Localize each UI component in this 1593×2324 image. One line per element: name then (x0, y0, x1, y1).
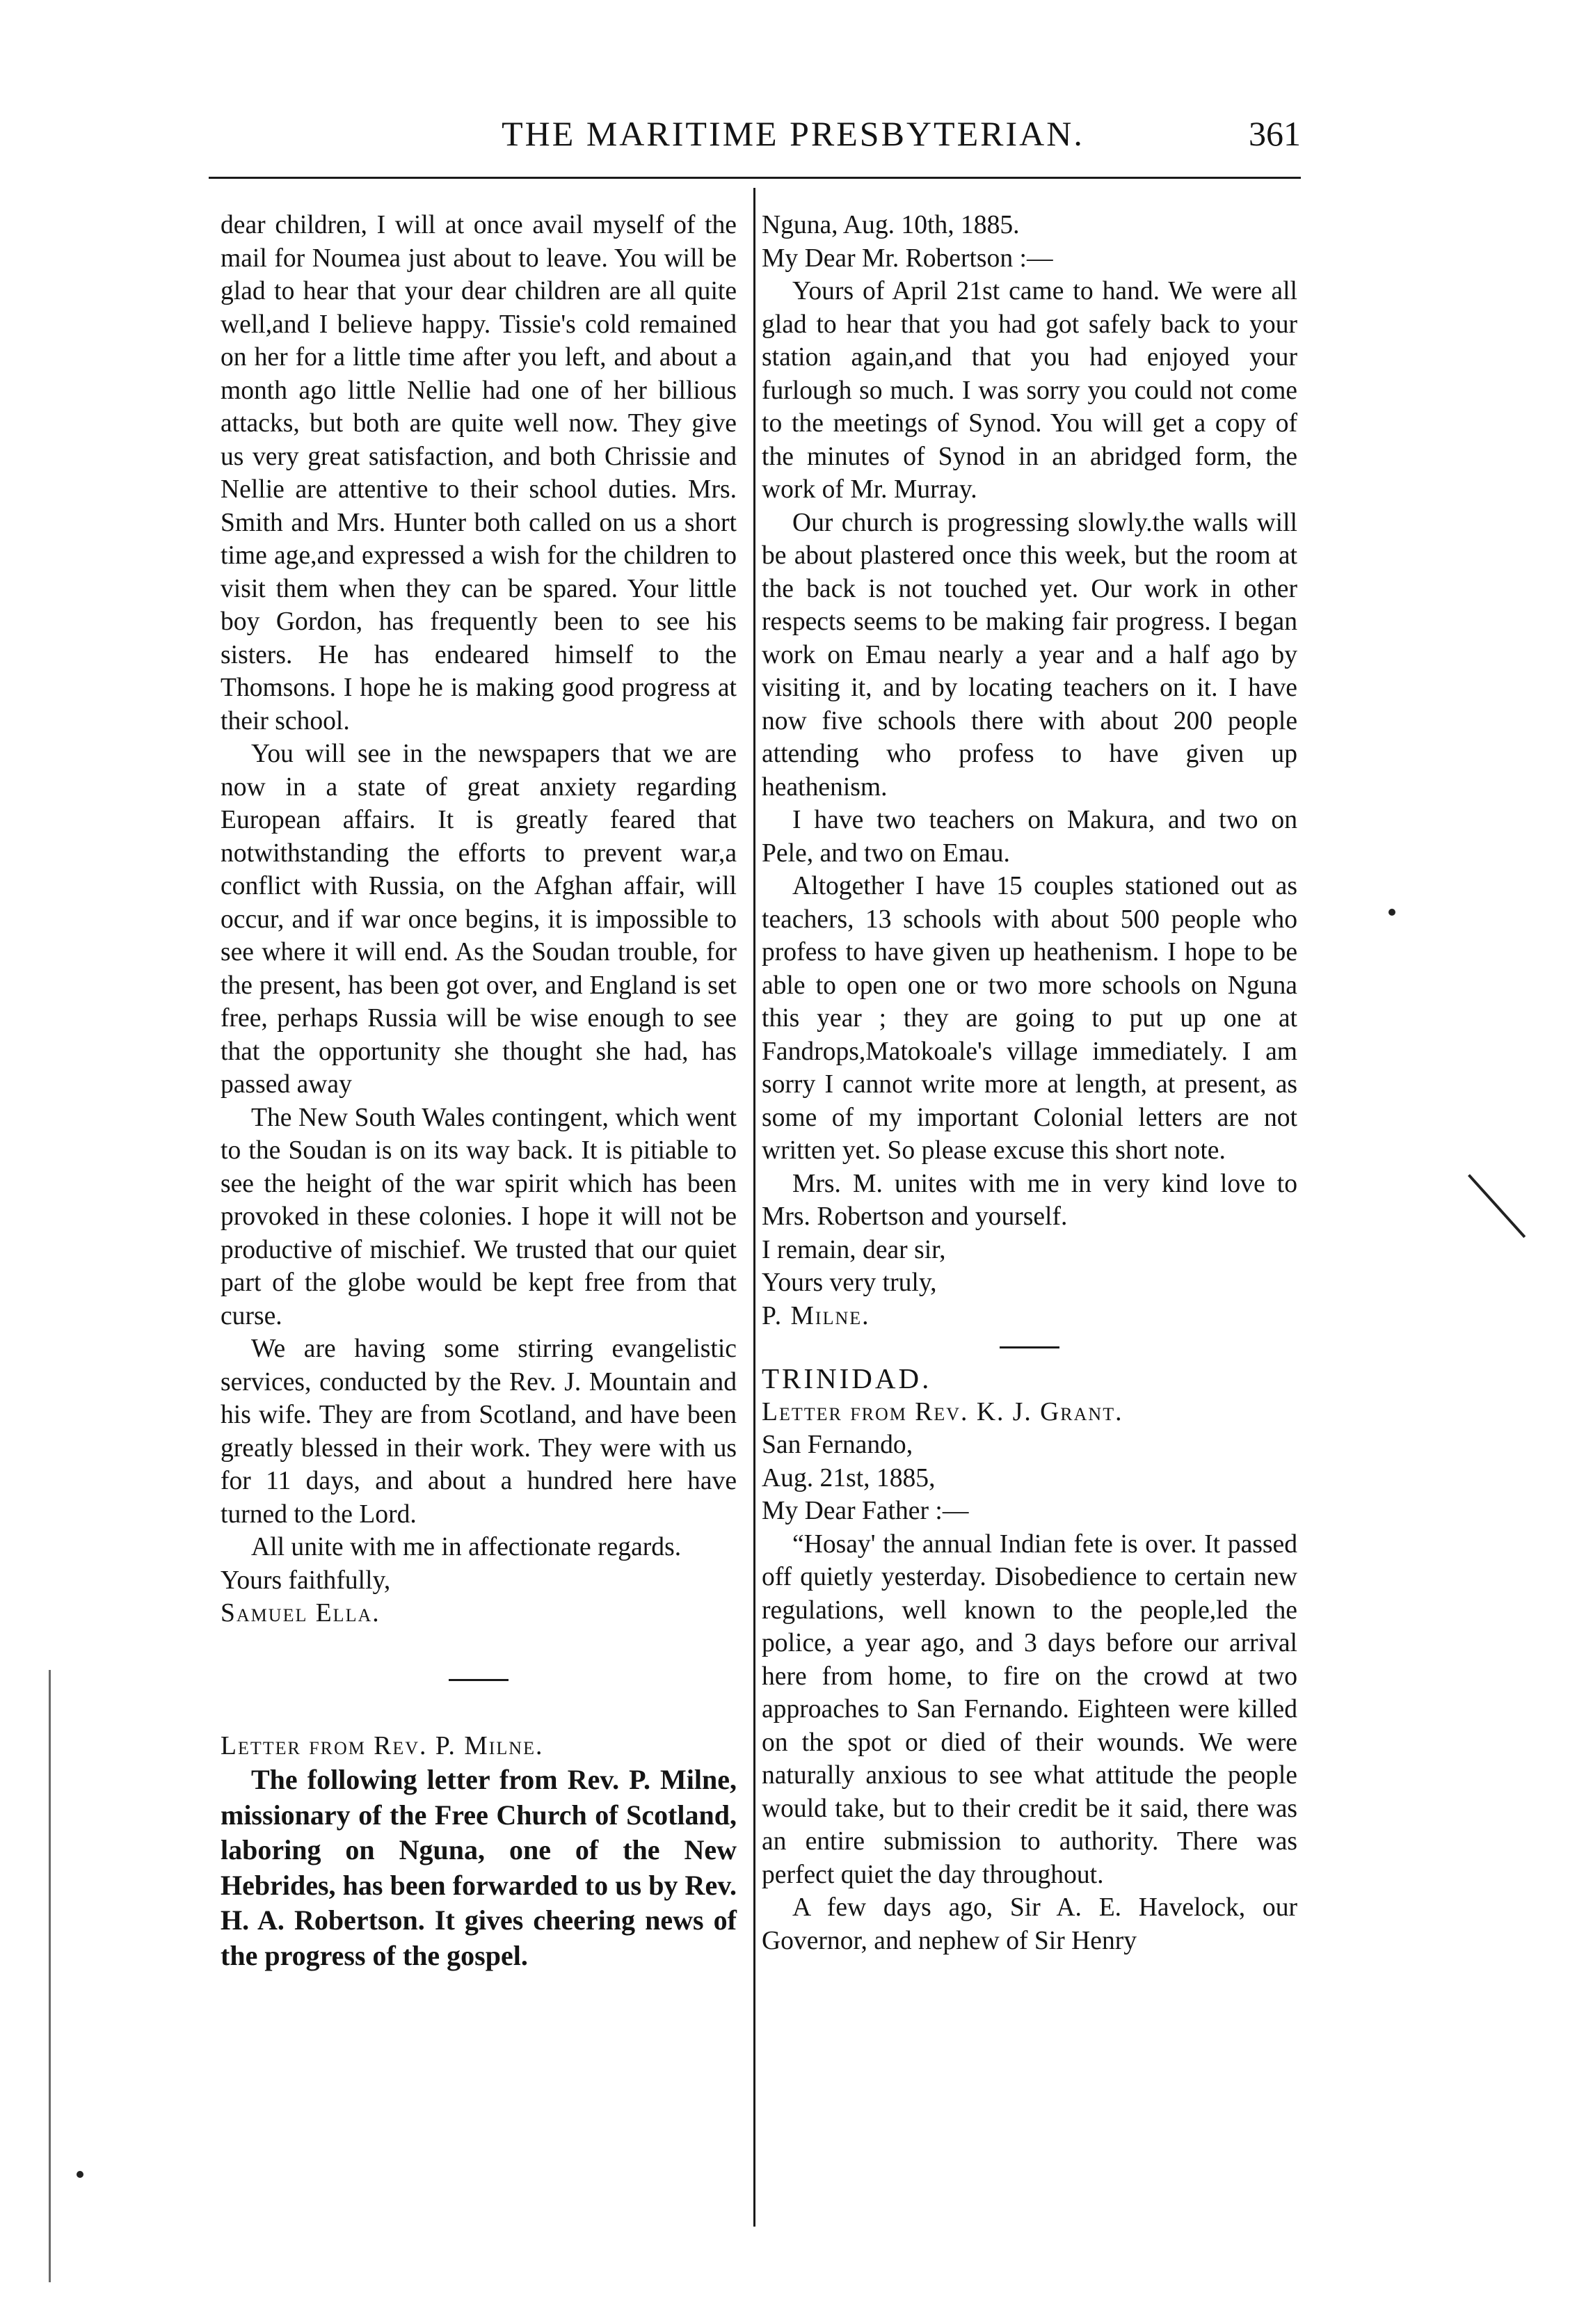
letter-place: San Fernando, (762, 1431, 913, 1459)
paragraph: Yours of April 21st came to hand. We were all glad to hear that you had got safely back to your station again,and that you had enjoyed your furlough so much. I was sorry you could not come to the meetings of Synod. You will get a copy of the minutes of Synod in an abridged form, the work of Mr. Murray. (762, 277, 1297, 504)
section-rule (1000, 1346, 1059, 1348)
section-rule (449, 1679, 509, 1681)
right-column (762, 209, 1297, 1957)
letter-dateline: Nguna, Aug. 10th, 1885. (762, 211, 1020, 239)
letter-signature: P. Milne. (762, 1301, 870, 1330)
paragraph: You will see in the newspapers that we are now in a state of great anxiety regarding European affairs. It is greatly feared that notwithstanding the efforts to prevent war,a conflict with Russia, on the Afghan affair, will occur, and if war once begins, it is impossible to see where it will end. As the Soudan trouble, for the present, has been got over, and England is set free, perhaps Russia will be wise enough to see that the opportunity she thought she had, has passed away (221, 740, 737, 1099)
section-title: TRINIDAD. (762, 1362, 932, 1394)
ink-speck (77, 2171, 83, 2178)
letter-closing: Yours faithfully, (221, 1566, 391, 1595)
paragraph: I have two teachers on Makura, and two on Pele, and two on Emau. (762, 806, 1297, 868)
letter-salutation: My Dear Mr. Robertson :— (762, 244, 1053, 273)
page-number: 361 (1249, 114, 1301, 153)
paragraph: Our church is progressing slowly.the walls will be about plastered once this week, but the room at the back is not touched yet. Our work in other respects seems to be making fair progress. I began work on Emau nearly a year and a half ago by visiting it, and by locating teachers on it. I have now five schools there with about 200 people attending who profess to have given up heathenism. (762, 508, 1297, 802)
paragraph: The New South Wales contingent, which went to the Soudan is on its way back. It is pitiable to see the height of the war spirit which has been provoked in these colonies. I hope it will not be productive of mischief. We trusted that our quiet part of the globe would be kept free from that curse. (221, 1103, 737, 1330)
ink-speck (1388, 909, 1395, 916)
article-heading: Letter from Rev. P. Milne. (221, 1731, 544, 1760)
paragraph: Mrs. M. unites with me in very kind love to Mrs. Robertson and yourself. (762, 1169, 1297, 1231)
column-divider (753, 188, 755, 2227)
article-intro: The following letter from Rev. P. Milne, missionary of the Free Church of Scotland, laboring on Nguna, one of the New Hebrides, has been forwarded to us by Rev. H. A. Robertson. It gives cheering news of the progress of the gospel. (221, 1764, 737, 1971)
paragraph: A few days ago, Sir A. E. Havelock, our Governor, and nephew of Sir Henry (762, 1893, 1297, 1955)
paragraph: dear children, I will at once avail myself of the mail for Noumea just about to leave. You will be glad to hear that your dear children are all quite well,and I believe happy. Tissie's cold remained on her for a little time after you left, and about a month ago little Nellie had one of her billious attacks, but both are quite well now. They give us very great satisfaction, and both Chrissie and Nellie are attentive to their school duties. Mrs. Smith and Mrs. Hunter both called on us a short time age,and expressed a wish for the children to visit them when they can be spared. Your little boy Gordon, has frequently been to see his sisters. He has endeared himself to the Thomsons. I hope he is making good progress at their school. (221, 211, 737, 735)
letter-signature: Samuel Ella. (221, 1599, 381, 1627)
letter-closing: Yours very truly, (762, 1268, 937, 1297)
left-column (221, 209, 737, 1973)
paragraph: All unite with me in affectionate regards. (251, 1533, 682, 1561)
header-rule (209, 177, 1301, 179)
letter-date: Aug. 21st, 1885, (762, 1463, 936, 1493)
paragraph: Altogether I have 15 couples stationed out as teachers, 13 schools with about 500 people who profess to have given up heathenism. I hope to be able to open one or two more schools on Nguna this year ; they are going to put up one at Fandrops,Matokoale's village immediately. I am sorry I cannot write more at length, at present, as some of my important Colonial letters are not written yet. So please excuse this short note. (762, 872, 1297, 1165)
ink-scratch (1468, 1174, 1526, 1238)
article-heading: Letter from Rev. K. J. Grant. (762, 1397, 1123, 1426)
paragraph: We are having some stirring evangelistic services, conducted by the Rev. J. Mountain and his wife. They are from Scotland, and have been greatly blessed in their work. They were with us for 11 days, and about a hundred here have turned to the Lord. (221, 1335, 737, 1529)
margin-line (49, 1670, 51, 2282)
running-title: THE MARITIME PRESBYTERIAN. (502, 114, 1084, 153)
letter-closing: I remain, dear sir, (762, 1235, 946, 1264)
paragraph: “Hosay' the annual Indian fete is over. It passed off quietly yesterday. Disobedience to certain new regulations, well known to the people,led the police, a year ago, and 3 days before our arrival here from home, to fire on the crowd at two approaches to San Fernando. Eighteen were killed on the spot or died of their wounds. We were naturally anxious to see what attitude the people would take, but to their credit be it said, there was an entire submission to authority. There was perfect quiet the day throughout. (762, 1529, 1297, 1889)
letter-salutation: My Dear Father :— (762, 1497, 969, 1525)
